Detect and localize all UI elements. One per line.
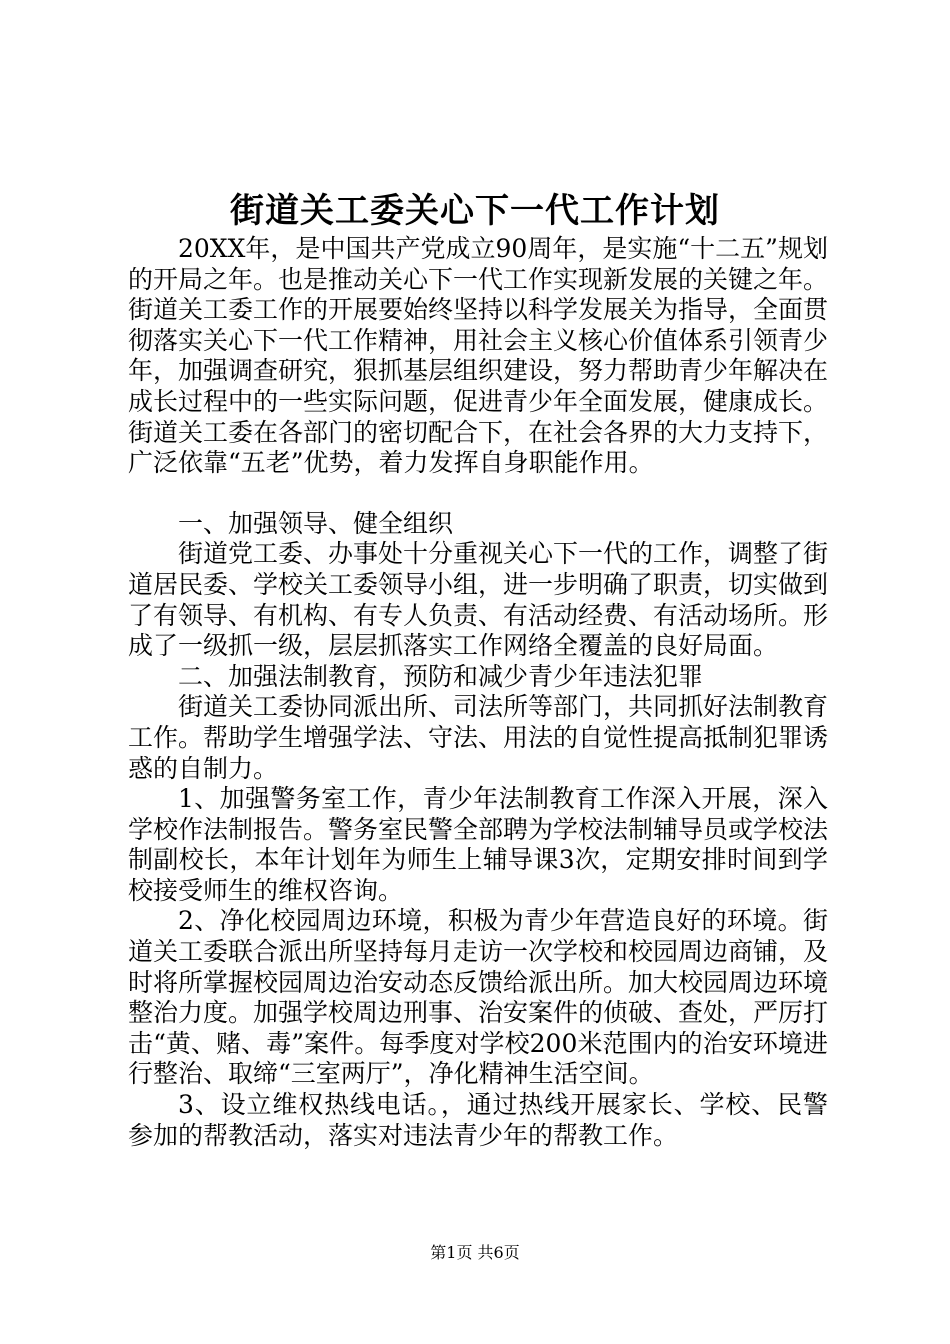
paragraph-item-2: 2、净化校园周边环境，积极为青少年营造良好的环境。街道关工委联合派出所坚持每月走访一次学校和校园周边商铺，及时将所掌握校园周边治安动态反馈给派出所。加大校园周边环境整治力度。加强学校周边刑事、治安案件的侦破、查处，严厉打击“黄、赌、毒”案件。每季度对学校200米范围内的治安环境进行整治、取缔“三室两厅”，净化精神生活空间。 — [128, 906, 829, 1089]
paragraph-item-3: 3、设立维权热线电话。，通过热线开展家长、学校、民警参加的帮教活动，落实对违法青少年的帮教工作。 — [128, 1090, 828, 1150]
paragraph-section-1: 街道党工委、办事处十分重视关心下一代的工作，调整了街道居民委、学校关工委领导小组，进一步明确了职责，切实做到了有领导、有机构、有专人负责、有活动经费、有活动场所。形成了一级抓一级，层层抓落实工作网络全覆盖的良好局面。 — [128, 539, 829, 661]
paragraph-section-2: 街道关工委协同派出所、司法所等部门，共同抓好法制教育工作。帮助学生增强学法、守法、用法的自觉性提高抵制犯罪诱惑的自制力。 — [128, 692, 829, 783]
heading-section-2: 二、加强法制教育，预防和减少青少年违法犯罪 — [178, 661, 704, 691]
page-number-footer: 第1页 共6页 — [430, 1243, 520, 1262]
paragraph-item-1: 1、加强警务室工作，青少年法制教育工作深入开展，深入学校作法制报告。警务室民警全部聘为学校法制辅导员或学校法制副校长，本年计划年为师生上辅导课3次，定期安排时间到学校接受师生的维权咨询。 — [128, 784, 829, 905]
document-body — [128, 234, 828, 1151]
document-title: 街道关工委关心下一代工作计划 — [230, 191, 720, 231]
paragraph-intro: 20XX年，是中国共产党成立90周年，是实施“十二五”规划的开局之年。也是推动关心下一代工作实现新发展的关键之年。街道关工委工作的开展要始终坚持以科学发展关为指导，全面贯彻落实关心下一代工作精神，用社会主义核心价值体系引领青少年，加强调查研究，狠抓基层组织建设，努力帮助青少年解决在成长过程中的一些实际问题，促进青少年全面发展，健康成长。街道关工委在各部门的密切配合下，在社会各界的大力支持下，广泛依靠“五老”优势，着力发挥自身职能作用。 — [128, 234, 829, 478]
heading-section-1: 一、加强领导、健全组织 — [178, 508, 454, 538]
